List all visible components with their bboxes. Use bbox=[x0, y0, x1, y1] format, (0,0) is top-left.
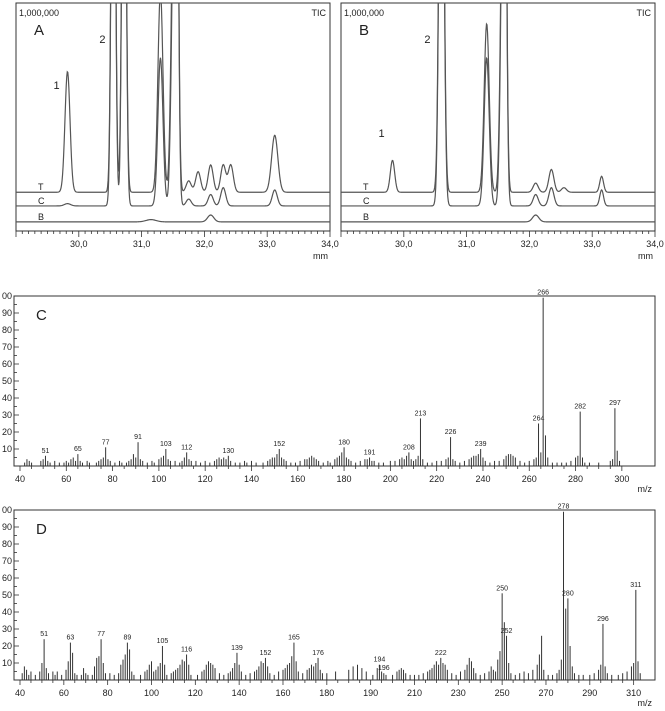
peak-mz-label: 282 bbox=[574, 403, 587, 411]
x-tick-label: 260 bbox=[521, 474, 537, 484]
peak-number-label: 2 bbox=[99, 34, 106, 46]
peak-mz-label: 296 bbox=[597, 615, 609, 623]
x-tick-label: 160 bbox=[290, 474, 306, 484]
trace-label-c: C bbox=[363, 195, 370, 206]
peak-mz-label: 112 bbox=[181, 444, 193, 452]
x-tick-label: 120 bbox=[187, 688, 203, 698]
peak-mz-label: 191 bbox=[363, 449, 376, 457]
y-tick-label: 20 bbox=[1, 641, 12, 651]
peak-number-label: 2 bbox=[424, 34, 431, 46]
y-tick-label: 80 bbox=[1, 539, 12, 549]
x-tick-label: 100 bbox=[143, 688, 160, 698]
x-tick-label: 30,0 bbox=[70, 239, 88, 249]
peak-mz-label: 239 bbox=[474, 441, 487, 448]
y-tick-label: 10 bbox=[1, 444, 12, 454]
trace-label-t: T bbox=[363, 182, 369, 193]
panel-label: D bbox=[36, 521, 47, 538]
peak-mz-label: 180 bbox=[338, 439, 350, 447]
x-tick-label: 280 bbox=[568, 474, 584, 484]
x-tick-label: 300 bbox=[614, 474, 630, 484]
x-tick-label: 34,0 bbox=[321, 239, 339, 249]
trace-line-c bbox=[341, 0, 655, 206]
x-tick-label: 80 bbox=[102, 688, 113, 698]
panel-label: C bbox=[36, 307, 47, 324]
peak-mz-label: 116 bbox=[180, 646, 193, 654]
x-tick-label: 33,0 bbox=[258, 239, 276, 249]
trace-label-b: B bbox=[38, 211, 45, 222]
trace-line-b bbox=[341, 215, 655, 222]
plot-frame bbox=[341, 3, 655, 231]
trace-line-t bbox=[16, 0, 330, 192]
x-tick-label: 60 bbox=[61, 474, 72, 484]
y-tick-label: 60 bbox=[1, 359, 12, 369]
y-tick-label: 40 bbox=[1, 607, 12, 617]
peak-mz-label: 63 bbox=[66, 634, 75, 642]
x-axis-unit-label: m/z bbox=[637, 484, 652, 494]
trace-line-b bbox=[16, 215, 330, 222]
peak-mz-label: 51 bbox=[40, 631, 49, 639]
panel-label: A bbox=[34, 22, 45, 39]
x-tick-label: 32,0 bbox=[520, 239, 539, 249]
tic-label: TIC bbox=[636, 8, 651, 18]
x-tick-label: 180 bbox=[336, 474, 352, 484]
peak-mz-label: 196 bbox=[377, 665, 390, 673]
y-tick-label: 40 bbox=[1, 393, 12, 403]
y-tick-label: 90 bbox=[1, 308, 12, 318]
intensity-scale-label: 1,000,000 bbox=[344, 8, 385, 18]
plot-frame bbox=[16, 3, 330, 231]
plot-frame bbox=[14, 510, 655, 680]
x-tick-label: 240 bbox=[475, 474, 491, 484]
x-tick-label: 220 bbox=[429, 474, 445, 484]
intensity-scale-label: 1,000,000 bbox=[19, 8, 60, 18]
x-tick-label: 31,0 bbox=[132, 239, 151, 249]
x-tick-label: 270 bbox=[538, 688, 554, 698]
x-tick-label: 160 bbox=[275, 688, 291, 698]
peak-mz-label: 213 bbox=[414, 410, 427, 418]
y-tick-label: 50 bbox=[1, 590, 12, 600]
peak-mz-label: 103 bbox=[159, 441, 172, 448]
x-tick-label: 30,0 bbox=[395, 239, 413, 249]
y-tick-label: 00 bbox=[1, 291, 12, 301]
x-tick-label: 290 bbox=[582, 688, 598, 698]
peak-mz-label: 89 bbox=[123, 634, 132, 642]
y-tick-label: 30 bbox=[1, 410, 12, 420]
x-tick-label: 100 bbox=[151, 474, 167, 484]
peak-mz-label: 165 bbox=[288, 634, 300, 642]
peak-mz-label: 252 bbox=[500, 627, 513, 635]
x-axis-unit-label: mm bbox=[313, 251, 328, 261]
x-tick-label: 210 bbox=[406, 688, 422, 698]
peak-mz-label: 130 bbox=[222, 447, 235, 455]
mass-spectrum-panel-c bbox=[2, 290, 655, 494]
x-tick-label: 40 bbox=[14, 688, 26, 698]
peak-mz-label: 65 bbox=[73, 446, 82, 454]
peak-mz-label: 77 bbox=[101, 439, 110, 447]
peak-mz-label: 152 bbox=[273, 441, 286, 448]
peak-number-label: 1 bbox=[378, 128, 385, 140]
x-tick-label: 34,0 bbox=[646, 239, 664, 249]
peak-mz-label: 278 bbox=[557, 503, 570, 511]
peak-mz-label: 266 bbox=[537, 289, 549, 297]
peak-mz-label: 91 bbox=[134, 434, 142, 442]
x-axis-unit-label: m/z bbox=[637, 698, 652, 708]
peak-mz-label: 250 bbox=[496, 585, 508, 593]
mass-spectrum-panel-d bbox=[2, 504, 655, 708]
x-tick-label: 200 bbox=[382, 474, 398, 484]
chromatogram-panel-a bbox=[16, 0, 339, 261]
y-tick-label: 50 bbox=[1, 376, 12, 386]
x-tick-label: 31,0 bbox=[457, 239, 476, 249]
x-tick-label: 40 bbox=[14, 474, 26, 484]
y-tick-label: 80 bbox=[1, 325, 12, 335]
x-tick-label: 33,0 bbox=[583, 239, 601, 249]
x-tick-label: 120 bbox=[197, 474, 213, 484]
y-tick-label: 10 bbox=[1, 658, 12, 668]
y-tick-label: 70 bbox=[1, 556, 12, 566]
peak-mz-label: 139 bbox=[231, 644, 243, 652]
trace-label-c: C bbox=[38, 195, 45, 206]
trace-label-t: T bbox=[38, 182, 44, 193]
x-axis-unit-label: mm bbox=[638, 251, 653, 261]
tic-label: TIC bbox=[311, 8, 326, 18]
x-tick-label: 180 bbox=[319, 688, 335, 698]
peak-mz-label: 297 bbox=[609, 400, 621, 408]
x-tick-label: 32,0 bbox=[195, 239, 214, 249]
peak-mz-label: 105 bbox=[156, 638, 169, 645]
peak-mz-label: 51 bbox=[41, 447, 50, 455]
y-tick-label: 60 bbox=[1, 573, 12, 583]
trace-label-b: B bbox=[363, 211, 370, 222]
peak-mz-label: 280 bbox=[562, 590, 574, 598]
chromatogram-panel-b bbox=[341, 0, 664, 261]
x-tick-label: 60 bbox=[58, 688, 69, 698]
y-tick-label: 70 bbox=[1, 342, 12, 352]
peak-number-label: 1 bbox=[53, 80, 60, 92]
x-tick-label: 140 bbox=[231, 688, 247, 698]
y-tick-label: 90 bbox=[1, 522, 12, 532]
peak-mz-label: 152 bbox=[259, 649, 272, 657]
y-tick-label: 30 bbox=[1, 624, 12, 634]
panel-label: B bbox=[359, 22, 370, 39]
y-tick-label: 20 bbox=[1, 427, 12, 437]
peak-mz-label: 222 bbox=[434, 649, 447, 657]
peak-mz-label: 77 bbox=[97, 631, 105, 639]
x-tick-label: 80 bbox=[107, 474, 118, 484]
peak-mz-label: 264 bbox=[532, 415, 545, 423]
y-tick-label: 00 bbox=[1, 505, 12, 515]
x-tick-label: 140 bbox=[243, 474, 259, 484]
x-tick-label: 190 bbox=[363, 688, 379, 698]
plot-frame bbox=[14, 296, 655, 466]
x-tick-label: 250 bbox=[494, 688, 510, 698]
peak-mz-label: 311 bbox=[630, 581, 642, 589]
peak-mz-label: 208 bbox=[403, 444, 415, 452]
peak-mz-label: 194 bbox=[373, 656, 386, 664]
x-tick-label: 310 bbox=[626, 688, 642, 698]
peak-mz-label: 176 bbox=[312, 649, 324, 657]
x-tick-label: 230 bbox=[450, 688, 466, 698]
peak-mz-label: 226 bbox=[444, 429, 457, 437]
